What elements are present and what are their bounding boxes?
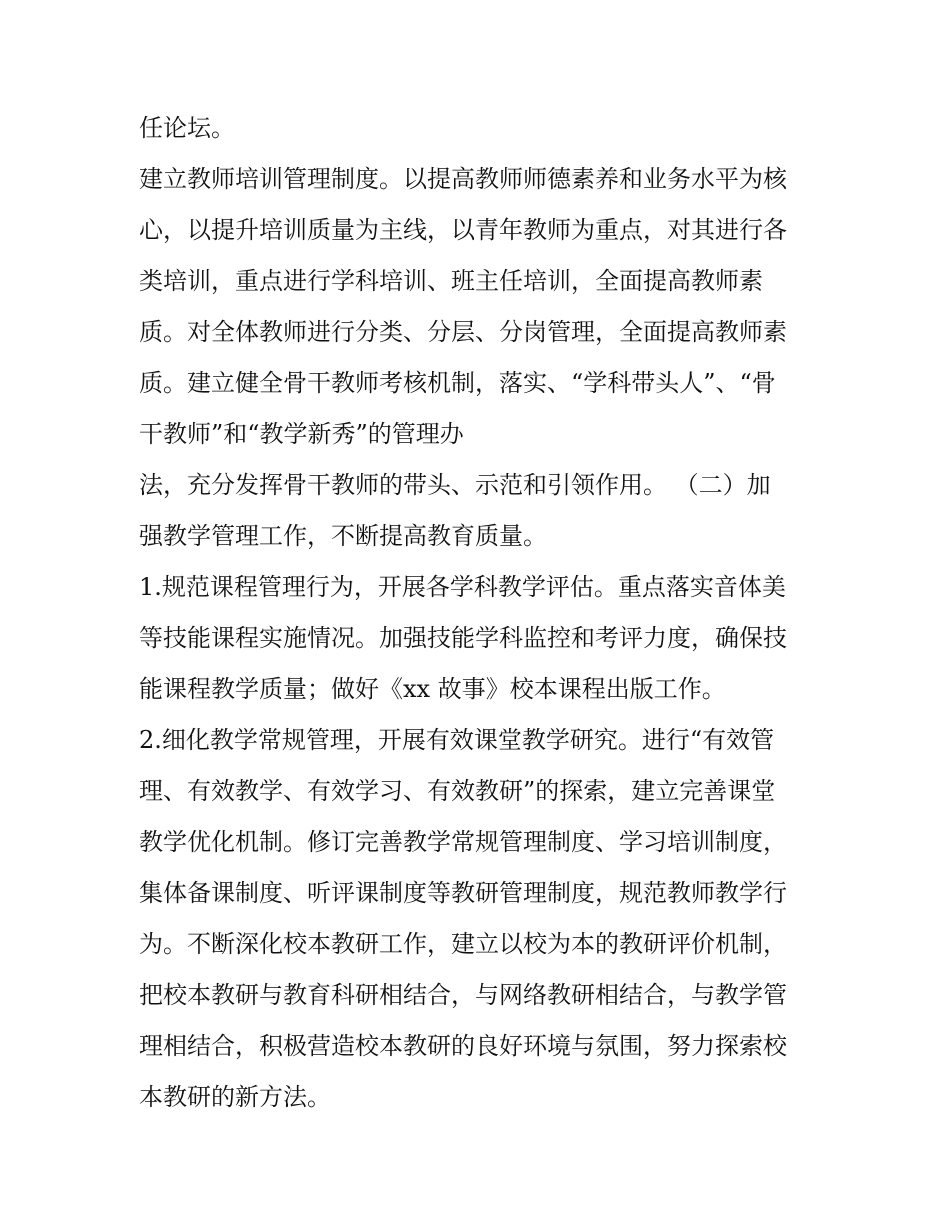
body-text <box>139 103 819 1123</box>
text-line: 质。建立健全骨干教师考核机制，落实、“学科带头人”、“骨 <box>139 369 776 397</box>
text-line: 任论坛。 <box>139 114 235 142</box>
text-line: 理相结合，积极营造校本教研的良好环境与氛围，努力探索校 <box>139 1032 787 1060</box>
text-line: 心，以提升培训质量为主线，以青年教师为重点，对其进行各 <box>139 216 787 244</box>
text-line: 把校本教研与教育科研相结合，与网络教研相结合，与教学管 <box>139 981 787 1009</box>
text-line: 为。不断深化校本教研工作，建立以校为本的教研评价机制， <box>139 930 787 958</box>
text-line: 质。对全体教师进行分类、分层、分岗管理，全面提高教师素 <box>139 318 787 346</box>
text-line: 理、有效教学、有效学习、有效教研”的探索，建立完善课堂 <box>139 777 776 805</box>
text-line: 集体备课制度、听评课制度等教研管理制度，规范教师教学行 <box>139 879 787 907</box>
text-line: 强教学管理工作，不断提高教育质量。 <box>139 522 547 550</box>
text-line: 教学优化机制。修订完善教学常规管理制度、学习培训制度， <box>139 828 787 856</box>
text-line: 2.细化教学常规管理，开展有效课堂教学研究。进行“有效管 <box>139 726 775 754</box>
text-line: 建立教师培训管理制度。以提高教师师德素养和业务水平为核 <box>139 165 787 193</box>
text-line: 法，充分发挥骨干教师的带头、示范和引领作用。 （二）加 <box>139 471 771 499</box>
text-line: 能课程教学质量；做好《xx 故事》校本课程出版工作。 <box>139 675 726 703</box>
text-line: 类培训，重点进行学科培训、班主任培训，全面提高教师素 <box>139 267 763 295</box>
text-line: 1.规范课程管理行为，开展各学科教学评估。重点落实音体美 <box>139 573 786 601</box>
text-line: 本教研的新方法。 <box>139 1083 331 1111</box>
text-line: 干教师”和“教学新秀”的管理办 <box>139 420 464 448</box>
text-line: 等技能课程实施情况。加强技能学科监控和考评力度，确保技 <box>139 624 787 652</box>
